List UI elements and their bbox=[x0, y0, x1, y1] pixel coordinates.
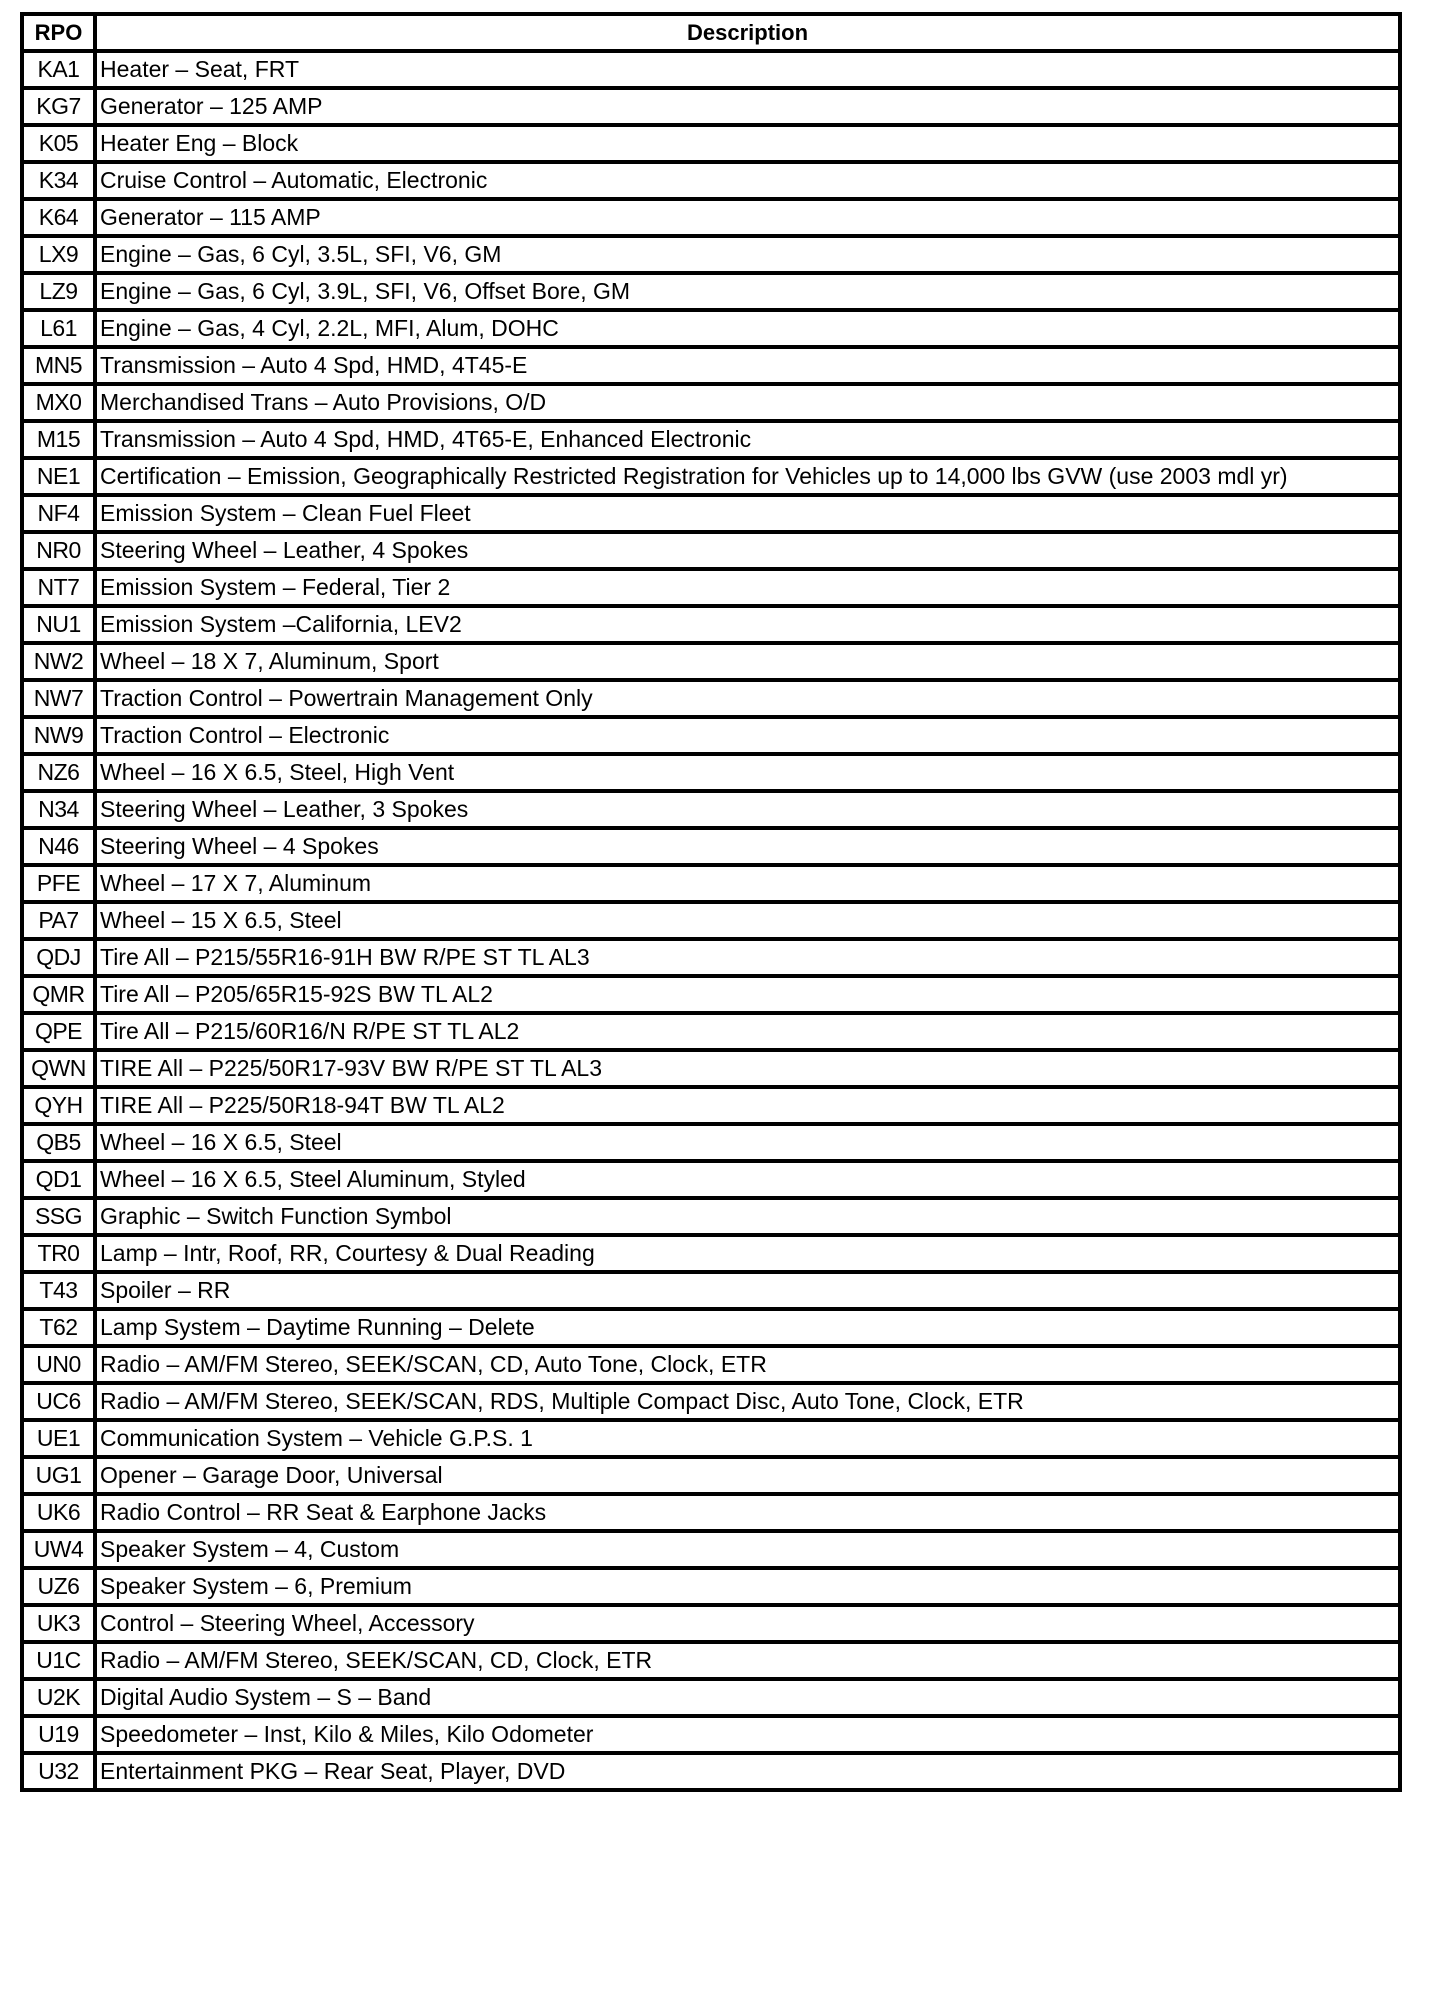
description-cell: Emission System – Federal, Tier 2 bbox=[95, 569, 1400, 606]
table-row bbox=[22, 754, 1400, 791]
table-row bbox=[22, 1383, 1400, 1420]
table-row bbox=[22, 1087, 1400, 1124]
description-cell: Cruise Control – Automatic, Electronic bbox=[95, 162, 1400, 199]
rpo-code-cell: MN5 bbox=[22, 347, 95, 384]
description-cell: Wheel – 16 X 6.5, Steel, High Vent bbox=[95, 754, 1400, 791]
table-row bbox=[22, 1161, 1400, 1198]
table-row bbox=[22, 1013, 1400, 1050]
description-cell: Generator – 115 AMP bbox=[95, 199, 1400, 236]
table-row bbox=[22, 1457, 1400, 1494]
rpo-code-cell: QMR bbox=[22, 976, 95, 1013]
description-cell: Tire All – P215/55R16-91H BW R/PE ST TL AL3 bbox=[95, 939, 1400, 976]
description-cell: Emission System –California, LEV2 bbox=[95, 606, 1400, 643]
table-row bbox=[22, 1235, 1400, 1272]
description-cell: Spoiler – RR bbox=[95, 1272, 1400, 1309]
table-row bbox=[22, 1346, 1400, 1383]
table-row bbox=[22, 384, 1400, 421]
rpo-code-cell: NU1 bbox=[22, 606, 95, 643]
description-cell: Control – Steering Wheel, Accessory bbox=[95, 1605, 1400, 1642]
rpo-code-cell: NE1 bbox=[22, 458, 95, 495]
rpo-code-cell: N34 bbox=[22, 791, 95, 828]
description-cell: Speaker System – 4, Custom bbox=[95, 1531, 1400, 1568]
description-cell: Lamp System – Daytime Running – Delete bbox=[95, 1309, 1400, 1346]
table-row bbox=[22, 532, 1400, 569]
description-cell: Wheel – 16 X 6.5, Steel Aluminum, Styled bbox=[95, 1161, 1400, 1198]
rpo-column-header: RPO bbox=[22, 14, 95, 51]
table-row bbox=[22, 199, 1400, 236]
description-cell: TIRE All – P225/50R17-93V BW R/PE ST TL AL3 bbox=[95, 1050, 1400, 1087]
table-row bbox=[22, 495, 1400, 532]
rpo-code-cell: QB5 bbox=[22, 1124, 95, 1161]
description-cell: Emission System – Clean Fuel Fleet bbox=[95, 495, 1400, 532]
table-row bbox=[22, 1753, 1400, 1790]
rpo-code-cell: MX0 bbox=[22, 384, 95, 421]
table-row bbox=[22, 1716, 1400, 1753]
rpo-code-cell: U1C bbox=[22, 1642, 95, 1679]
table-row bbox=[22, 1605, 1400, 1642]
rpo-table bbox=[20, 12, 1402, 1792]
table-row bbox=[22, 88, 1400, 125]
description-cell: Communication System – Vehicle G.P.S. 1 bbox=[95, 1420, 1400, 1457]
description-cell: Generator – 125 AMP bbox=[95, 88, 1400, 125]
rpo-code-cell: NF4 bbox=[22, 495, 95, 532]
table-row bbox=[22, 1420, 1400, 1457]
table-row bbox=[22, 1198, 1400, 1235]
rpo-code-cell: UG1 bbox=[22, 1457, 95, 1494]
description-cell: Traction Control – Powertrain Management Only bbox=[95, 680, 1400, 717]
rpo-code-cell: NR0 bbox=[22, 532, 95, 569]
description-cell: Steering Wheel – 4 Spokes bbox=[95, 828, 1400, 865]
rpo-code-cell: T43 bbox=[22, 1272, 95, 1309]
table-row bbox=[22, 791, 1400, 828]
description-cell: Engine – Gas, 4 Cyl, 2.2L, MFI, Alum, DOHC bbox=[95, 310, 1400, 347]
table-row bbox=[22, 680, 1400, 717]
table-row bbox=[22, 1272, 1400, 1309]
table-row bbox=[22, 310, 1400, 347]
rpo-code-cell: SSG bbox=[22, 1198, 95, 1235]
rpo-code-cell: UE1 bbox=[22, 1420, 95, 1457]
rpo-code-cell: QPE bbox=[22, 1013, 95, 1050]
rpo-code-cell: M15 bbox=[22, 421, 95, 458]
description-cell: Radio – AM/FM Stereo, SEEK/SCAN, CD, Auto Tone, Clock, ETR bbox=[95, 1346, 1400, 1383]
description-cell: Engine – Gas, 6 Cyl, 3.9L, SFI, V6, Offset Bore, GM bbox=[95, 273, 1400, 310]
table-row bbox=[22, 1531, 1400, 1568]
rpo-code-cell: QDJ bbox=[22, 939, 95, 976]
description-cell: Tire All – P205/65R15-92S BW TL AL2 bbox=[95, 976, 1400, 1013]
rpo-code-cell: KG7 bbox=[22, 88, 95, 125]
rpo-code-cell: UC6 bbox=[22, 1383, 95, 1420]
table-row bbox=[22, 1050, 1400, 1087]
description-cell: Wheel – 15 X 6.5, Steel bbox=[95, 902, 1400, 939]
rpo-code-cell: K34 bbox=[22, 162, 95, 199]
description-cell: Heater Eng – Block bbox=[95, 125, 1400, 162]
table-row bbox=[22, 865, 1400, 902]
rpo-code-cell: L61 bbox=[22, 310, 95, 347]
rpo-code-cell: NZ6 bbox=[22, 754, 95, 791]
description-cell: Heater – Seat, FRT bbox=[95, 51, 1400, 88]
rpo-code-cell: UN0 bbox=[22, 1346, 95, 1383]
rpo-code-cell: PA7 bbox=[22, 902, 95, 939]
rpo-code-cell: LZ9 bbox=[22, 273, 95, 310]
description-cell: Wheel – 17 X 7, Aluminum bbox=[95, 865, 1400, 902]
rpo-code-cell: N46 bbox=[22, 828, 95, 865]
table-body bbox=[22, 51, 1400, 1790]
rpo-code-cell: UZ6 bbox=[22, 1568, 95, 1605]
description-cell: Traction Control – Electronic bbox=[95, 717, 1400, 754]
description-cell: Steering Wheel – Leather, 3 Spokes bbox=[95, 791, 1400, 828]
description-cell: Steering Wheel – Leather, 4 Spokes bbox=[95, 532, 1400, 569]
table-row bbox=[22, 421, 1400, 458]
description-cell: Transmission – Auto 4 Spd, HMD, 4T65-E, Enhanced Electronic bbox=[95, 421, 1400, 458]
description-cell: Entertainment PKG – Rear Seat, Player, DVD bbox=[95, 1753, 1400, 1790]
table-row bbox=[22, 1124, 1400, 1161]
header-row bbox=[22, 14, 1400, 51]
table-row bbox=[22, 1642, 1400, 1679]
table-row bbox=[22, 569, 1400, 606]
table-row bbox=[22, 236, 1400, 273]
description-cell: Graphic – Switch Function Symbol bbox=[95, 1198, 1400, 1235]
description-cell: Speedometer – Inst, Kilo & Miles, Kilo Odometer bbox=[95, 1716, 1400, 1753]
description-cell: Tire All – P215/60R16/N R/PE ST TL AL2 bbox=[95, 1013, 1400, 1050]
description-cell: Merchandised Trans – Auto Provisions, O/D bbox=[95, 384, 1400, 421]
description-cell: Opener – Garage Door, Universal bbox=[95, 1457, 1400, 1494]
description-column-header: Description bbox=[95, 14, 1400, 51]
rpo-code-cell: UK3 bbox=[22, 1605, 95, 1642]
description-cell: Certification – Emission, Geographically Restricted Registration for Vehicles up to 14,000 lbs GVW (use 2003 mdl yr) bbox=[95, 458, 1400, 495]
description-cell: TIRE All – P225/50R18-94T BW TL AL2 bbox=[95, 1087, 1400, 1124]
rpo-code-cell: K64 bbox=[22, 199, 95, 236]
rpo-code-cell: UW4 bbox=[22, 1531, 95, 1568]
table-row bbox=[22, 606, 1400, 643]
table-row bbox=[22, 1568, 1400, 1605]
description-cell: Transmission – Auto 4 Spd, HMD, 4T45-E bbox=[95, 347, 1400, 384]
rpo-code-cell: NW9 bbox=[22, 717, 95, 754]
description-cell: Radio – AM/FM Stereo, SEEK/SCAN, CD, Clock, ETR bbox=[95, 1642, 1400, 1679]
rpo-code-cell: QWN bbox=[22, 1050, 95, 1087]
description-cell: Engine – Gas, 6 Cyl, 3.5L, SFI, V6, GM bbox=[95, 236, 1400, 273]
rpo-code-cell: NW2 bbox=[22, 643, 95, 680]
table-row bbox=[22, 51, 1400, 88]
table-row bbox=[22, 902, 1400, 939]
rpo-code-cell: LX9 bbox=[22, 236, 95, 273]
table-row bbox=[22, 162, 1400, 199]
rpo-code-cell: U19 bbox=[22, 1716, 95, 1753]
description-cell: Lamp – Intr, Roof, RR, Courtesy & Dual Reading bbox=[95, 1235, 1400, 1272]
description-cell: Wheel – 18 X 7, Aluminum, Sport bbox=[95, 643, 1400, 680]
table-row bbox=[22, 125, 1400, 162]
rpo-code-cell: UK6 bbox=[22, 1494, 95, 1531]
rpo-code-cell: NT7 bbox=[22, 569, 95, 606]
rpo-code-cell: QD1 bbox=[22, 1161, 95, 1198]
rpo-code-cell: QYH bbox=[22, 1087, 95, 1124]
table-row bbox=[22, 717, 1400, 754]
rpo-code-cell: KA1 bbox=[22, 51, 95, 88]
description-cell: Wheel – 16 X 6.5, Steel bbox=[95, 1124, 1400, 1161]
table-row bbox=[22, 976, 1400, 1013]
rpo-code-cell: PFE bbox=[22, 865, 95, 902]
table-row bbox=[22, 273, 1400, 310]
table-row bbox=[22, 347, 1400, 384]
description-cell: Radio Control – RR Seat & Earphone Jacks bbox=[95, 1494, 1400, 1531]
table-row bbox=[22, 1309, 1400, 1346]
rpo-code-cell: K05 bbox=[22, 125, 95, 162]
description-cell: Radio – AM/FM Stereo, SEEK/SCAN, RDS, Multiple Compact Disc, Auto Tone, Clock, ETR bbox=[95, 1383, 1400, 1420]
rpo-code-cell: T62 bbox=[22, 1309, 95, 1346]
description-cell: Digital Audio System – S – Band bbox=[95, 1679, 1400, 1716]
rpo-code-cell: U32 bbox=[22, 1753, 95, 1790]
table-row bbox=[22, 1679, 1400, 1716]
table-row bbox=[22, 828, 1400, 865]
rpo-code-cell: NW7 bbox=[22, 680, 95, 717]
rpo-code-cell: TR0 bbox=[22, 1235, 95, 1272]
table-row bbox=[22, 458, 1400, 495]
rpo-code-cell: U2K bbox=[22, 1679, 95, 1716]
table-row bbox=[22, 939, 1400, 976]
table-row bbox=[22, 1494, 1400, 1531]
description-cell: Speaker System – 6, Premium bbox=[95, 1568, 1400, 1605]
table-row bbox=[22, 643, 1400, 680]
